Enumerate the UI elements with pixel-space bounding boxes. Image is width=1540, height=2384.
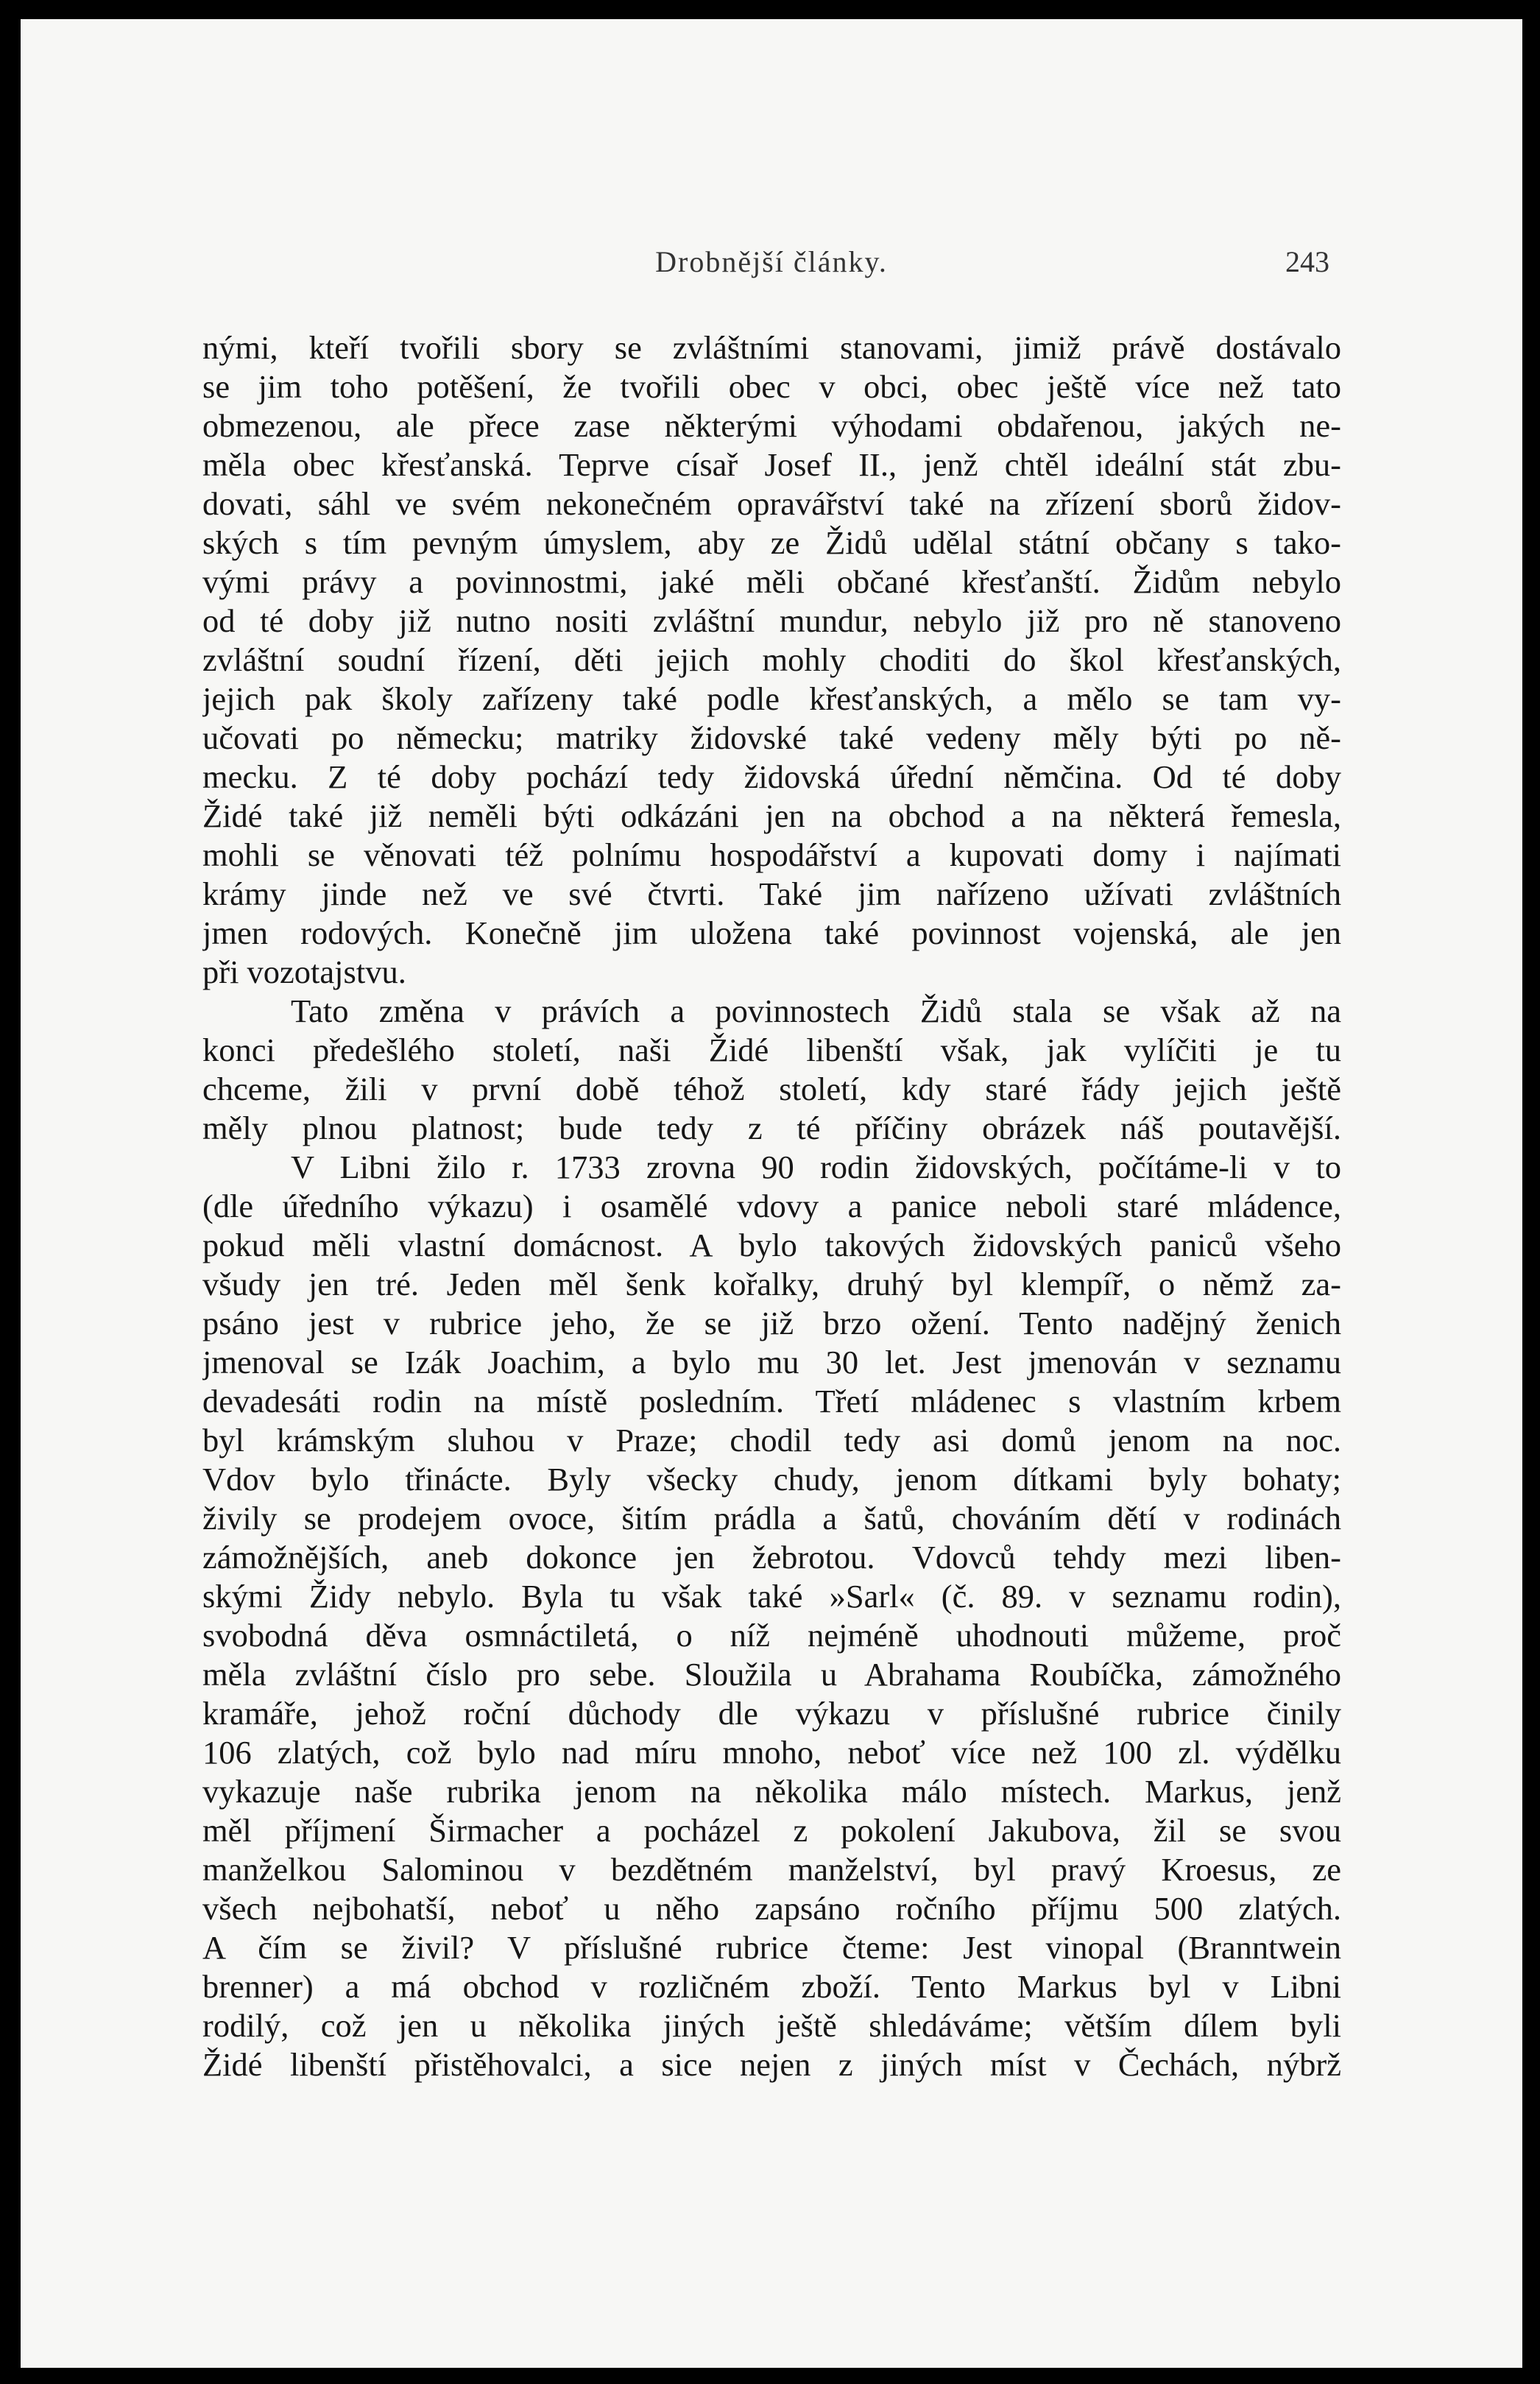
- text-line: psáno jest v rubrice jeho, že se již brzo ožení. Tento nadějný ženich: [202, 1305, 1341, 1341]
- text-line: učovati po německu; matriky židovské také vedeny měly býti po ně-: [202, 719, 1341, 756]
- text-line: V Libni žilo r. 1733 zrovna 90 rodin židovských, počítáme-li v to: [291, 1149, 1341, 1185]
- text-line: manželkou Salominou v bezdětném manželství, byl pravý Kroesus, ze: [202, 1851, 1341, 1888]
- text-line: jejich pak školy zařízeny také podle křesťanských, a mělo se tam vy-: [202, 680, 1341, 717]
- text-line: devadesáti rodin na místě posledním. Třetí mládenec s vlastním krbem: [202, 1383, 1341, 1420]
- text-line: měla zvláštní číslo pro sebe. Sloužila u Abrahama Roubíčka, zámožného: [202, 1656, 1341, 1693]
- text-line: ských s tím pevným úmyslem, aby ze Židů udělal státní občany s tako-: [202, 524, 1341, 561]
- text-line: (dle úředního výkazu) i osamělé vdovy a panice neboli staré mládence,: [202, 1188, 1341, 1224]
- text-line: skými Židy nebylo. Byla tu však také »Sarl« (č. 89. v seznamu rodin),: [202, 1578, 1341, 1615]
- text-line: byl krámským sluhou v Praze; chodil tedy asi domů jenom na noc.: [202, 1422, 1341, 1459]
- text-line: se jim toho potěšení, že tvořili obec v obci, obec ještě více než tato: [202, 368, 1341, 405]
- text-line: Židé také již neměli býti odkázáni jen na obchod a na některá řemesla,: [202, 797, 1341, 834]
- page-header: [21, 240, 1522, 299]
- text-line: chceme, žili v první době téhož století, kdy staré řády jejich ještě: [202, 1071, 1341, 1107]
- body-text: [202, 328, 1341, 2084]
- text-line: od té doby již nutno nositi zvláštní mundur, nebylo již pro ně stanoveno: [202, 602, 1341, 639]
- page-number: 243: [1285, 245, 1329, 278]
- text-line: konci předešlého století, naši Židé libenští však, jak vylíčiti je tu: [202, 1031, 1341, 1068]
- text-line: Vdov bylo třinácte. Byly všecky chudy, jenom dítkami byly bohaty;: [202, 1461, 1341, 1498]
- text-line: rodilý, což jen u několika jiných ještě shledáváme; větším dílem byli: [202, 2007, 1341, 2044]
- text-line: měl příjmení Širmacher a pocházel z pokolení Jakubova, žil se svou: [202, 1812, 1341, 1849]
- text-line: krámy jinde než ve své čtvrti. Také jim nařízeno užívati zvláštních: [202, 875, 1341, 912]
- text-line: jmen rodových. Konečně jim uložena také povinnost vojenská, ale jen: [202, 914, 1341, 951]
- text-line: všech nejbohatší, neboť u něho zapsáno ročního příjmu 500 zlatých.: [202, 1890, 1341, 1927]
- text-line: obmezenou, ale přece zase některými výhodami obdařenou, jakých ne-: [202, 407, 1341, 444]
- text-line: nými, kteří tvořili sbory se zvláštními stanovami, jimiž právě dostávalo: [202, 329, 1341, 366]
- text-line: měla obec křesťanská. Teprve císař Josef II., jenž chtěl ideální stát zbu-: [202, 446, 1341, 483]
- text-line: svobodná děva osmnáctiletá, o níž nejméně uhodnouti můžeme, proč: [202, 1617, 1341, 1654]
- text-line: Židé libenští přistěhovalci, a sice nejen z jiných míst v Čechách, nýbrž: [202, 2046, 1341, 2083]
- text-line: zámožnějších, aneb dokonce jen žebrotou. Vdovců tehdy mezi liben-: [202, 1539, 1341, 1576]
- text-line: vými právy a povinnostmi, jaké měli občané křesťanští. Židům nebylo: [202, 563, 1341, 600]
- text-line: jmenoval se Izák Joachim, a bylo mu 30 let. Jest jmenován v seznamu: [202, 1344, 1341, 1380]
- text-line: kramáře, jehož roční důchody dle výkazu v příslušné rubrice činily: [202, 1695, 1341, 1732]
- text-line: všudy jen tré. Jeden měl šenk kořalky, druhý byl klempíř, o němž za-: [202, 1266, 1341, 1302]
- text-line: 106 zlatých, což bylo nad míru mnoho, neboť více než 100 zl. výdělku: [202, 1734, 1341, 1771]
- text-line: mohli se věnovati též polnímu hospodářství a kupovati domy i najímati: [202, 836, 1341, 873]
- text-line: živily se prodejem ovoce, šitím prádla a šatů, chováním dětí v rodinách: [202, 1500, 1341, 1537]
- text-line: při vozotajstvu.: [202, 953, 406, 990]
- text-line: pokud měli vlastní domácnost. A bylo takových židovských paniců všeho: [202, 1227, 1341, 1263]
- text-line: dovati, sáhl ve svém nekonečném opravářství také na zřízení sborů židov-: [202, 485, 1341, 522]
- text-line: vykazuje naše rubrika jenom na několika málo místech. Markus, jenž: [202, 1773, 1341, 1810]
- running-title: Drobnější články.: [655, 245, 888, 278]
- text-line: mecku. Z té doby pochází tedy židovská úřední němčina. Od té doby: [202, 758, 1341, 795]
- text-line: A čím se živil? V příslušné rubrice čteme: Jest vinopal (Branntwein: [202, 1929, 1341, 1966]
- text-line: zvláštní soudní řízení, děti jejich mohly choditi do škol křesťanských,: [202, 641, 1341, 678]
- book-page: [21, 19, 1522, 2368]
- text-line: brenner) a má obchod v rozličném zboží. Tento Markus byl v Libni: [202, 1968, 1341, 2005]
- text-line: Tato změna v právích a povinnostech Židů stala se však až na: [291, 992, 1341, 1029]
- text-line: měly plnou platnost; bude tedy z té příčiny obrázek náš poutavější.: [202, 1110, 1341, 1146]
